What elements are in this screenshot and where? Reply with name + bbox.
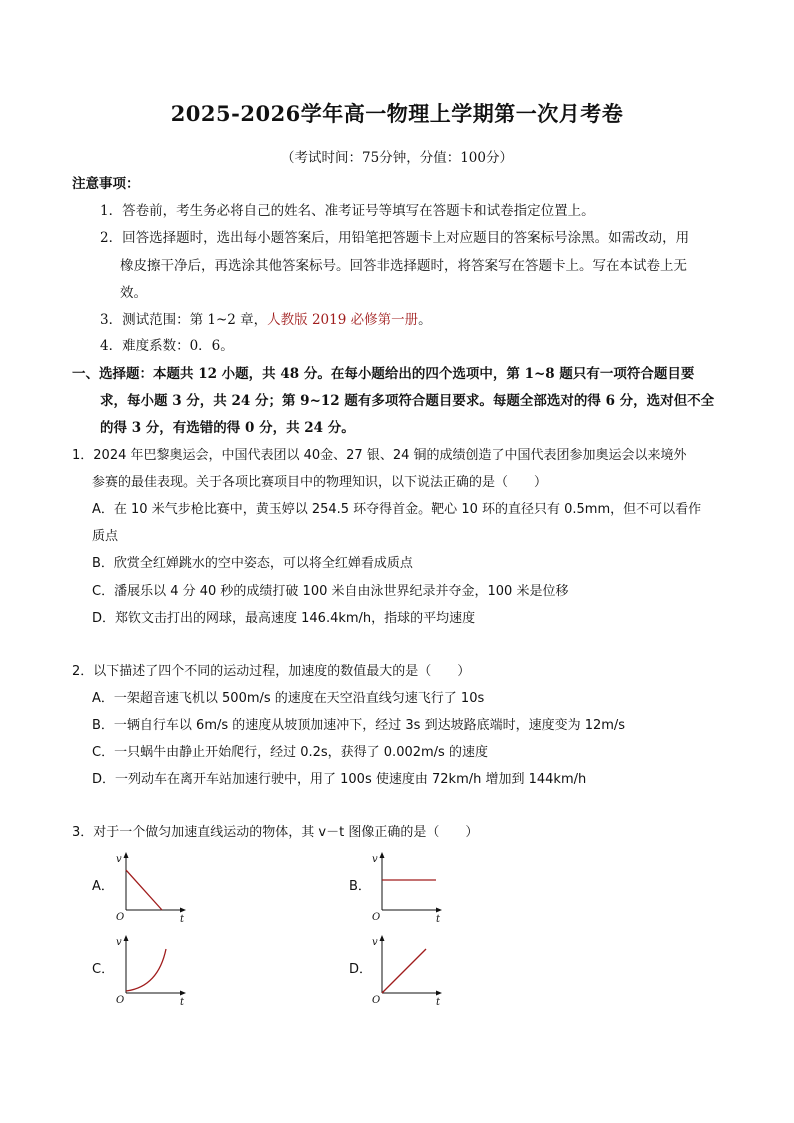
v-axis-label: v	[372, 937, 378, 948]
section1-line-1: 一、选择题：本题共 12 小题，共 48 分。在每小题给出的四个选项中，第 1~8 题只有一项符合题目要	[72, 366, 695, 382]
notice-item-4-num: 4．	[100, 338, 123, 354]
t-axis-arrow-icon	[180, 908, 186, 913]
t-axis-label: t	[180, 997, 185, 1008]
exam-title: 2025-2026学年高一物理上学期第一次月考卷	[170, 101, 624, 126]
notice-item-3-prefix: 测试范围：第 1~2 章，	[122, 312, 268, 328]
t-axis-arrow-icon	[436, 991, 442, 996]
v-axis-label: v	[116, 854, 122, 865]
q1-stem-line-2: 参赛的最佳表现。关于各项比赛项目中的物理知识，以下说法正确的是（ ）	[92, 475, 548, 490]
q1-option-a-line-1: A．在 10 米气步枪比赛中，黄玉婷以 254.5 环夺得首金。靶心 10 环的直径只有 0.5mm，但不可以看作	[92, 502, 702, 517]
notice-item-4	[100, 336, 234, 356]
origin-label: O	[372, 912, 381, 923]
q2-option-b: B．一辆自行车以 6m/s 的速度从坡顶加速冲下，经过 3s 到达坡路底端时，速度变为 12m/s	[92, 718, 626, 733]
v-axis-label: v	[116, 937, 122, 948]
origin-label: O	[116, 912, 125, 923]
section1-line-2: 求，每小题 3 分，共 24 分；第 9~12 题有多项符合题目要求。每题全部选对的得 6 分，选对但不全	[100, 393, 715, 409]
graph-d-curve	[382, 949, 426, 993]
v-axis-arrow-icon	[124, 852, 129, 858]
notice-item-1-text: 答卷前，考生务必将自己的姓名、准考证号等填写在答题卡和试卷指定位置上。	[122, 203, 595, 219]
q1-option-d: D．郑钦文击打出的网球，最高速度 146.4km/h，指球的平均速度	[92, 611, 476, 626]
notice-item-3-num: 3．	[100, 312, 123, 328]
origin-label: O	[116, 995, 125, 1006]
notice-item-1-num: 1．	[100, 203, 123, 219]
v-axis-arrow-icon	[124, 935, 129, 941]
notice-item-3-suffix: 。	[418, 312, 432, 328]
notice-item-2-text-1: 回答选择题时，选出每小题答案后，用铅笔把答题卡上对应题目的答案标号涂黑。如需改动，用	[122, 230, 690, 246]
q1-option-c: C．潘展乐以 4 分 40 秒的成绩打破 100 米自由泳世界纪录并夺金，100 米是位移	[92, 584, 569, 599]
q2-stem: 2．以下描述了四个不同的运动过程，加速度的数值最大的是（ ）	[72, 664, 471, 679]
notice-item-2-line-3: 效。	[120, 285, 147, 301]
q1-option-b: B．欣赏全红婵跳水的空中姿态，可以将全红婵看成质点	[92, 556, 413, 571]
q2-option-d: D．一列动车在离开车站加速行驶中，用了 100s 使速度由 72km/h 增加到 144km/h	[92, 772, 587, 787]
q3-graph-b	[368, 850, 448, 929]
q3-graph-d	[368, 933, 448, 1012]
q1-option-a-line-2: 质点	[92, 529, 119, 544]
q2-option-c: C．一只蜗牛由静止开始爬行，经过 0.2s，获得了 0.002m/s 的速度	[92, 745, 488, 760]
t-axis-arrow-icon	[180, 991, 186, 996]
v-axis-arrow-icon	[380, 852, 385, 858]
graph-a-curve	[126, 870, 162, 910]
q2-option-a: A．一架超音速飞机以 500m/s 的速度在天空沿直线匀速飞行了 10s	[92, 691, 485, 706]
t-axis-label: t	[436, 997, 441, 1008]
notice-item-2-line-1	[100, 228, 689, 248]
t-axis-arrow-icon	[436, 908, 442, 913]
q3-graph-a	[112, 850, 192, 929]
notice-item-1	[100, 201, 595, 221]
notice-item-2-line-2: 橡皮擦干净后，再选涂其他答案标号。回答非选择题时，将答案写在答题卡上。写在本试卷上无	[120, 258, 687, 274]
notice-item-3	[100, 310, 432, 330]
v-axis-label: v	[372, 854, 378, 865]
graph-c-curve	[126, 949, 166, 991]
q3-stem: 3．对于一个做匀加速直线运动的物体，其 v－t 图像正确的是（ ）	[72, 825, 479, 840]
notice-item-3-highlight: 人教版 2019 必修第一册	[267, 312, 419, 328]
v-axis-arrow-icon	[380, 935, 385, 941]
t-axis-label: t	[180, 914, 185, 925]
q3-label-c: C．	[92, 962, 115, 977]
q3-label-d: D．	[349, 962, 373, 977]
q3-graph-c	[112, 933, 192, 1012]
t-axis-label: t	[436, 914, 441, 925]
notice-heading: 注意事项：	[72, 176, 140, 192]
q3-label-b: B．	[349, 879, 371, 894]
q1-stem-line-1: 1．2024 年巴黎奥运会，中国代表团以 40金、27 银、24 铜的成绩创造了中国代表团参加奥运会以来境外	[72, 448, 687, 463]
exam-subtitle: （考试时间：75分钟，分值：100分）	[281, 150, 513, 166]
notice-item-4-text: 难度系数：0．6。	[122, 338, 234, 354]
q3-label-a: A．	[92, 879, 114, 894]
origin-label: O	[372, 995, 381, 1006]
notice-item-2-num: 2．	[100, 230, 123, 246]
section1-line-3: 的得 3 分，有选错的得 0 分，共 24 分。	[100, 420, 355, 436]
